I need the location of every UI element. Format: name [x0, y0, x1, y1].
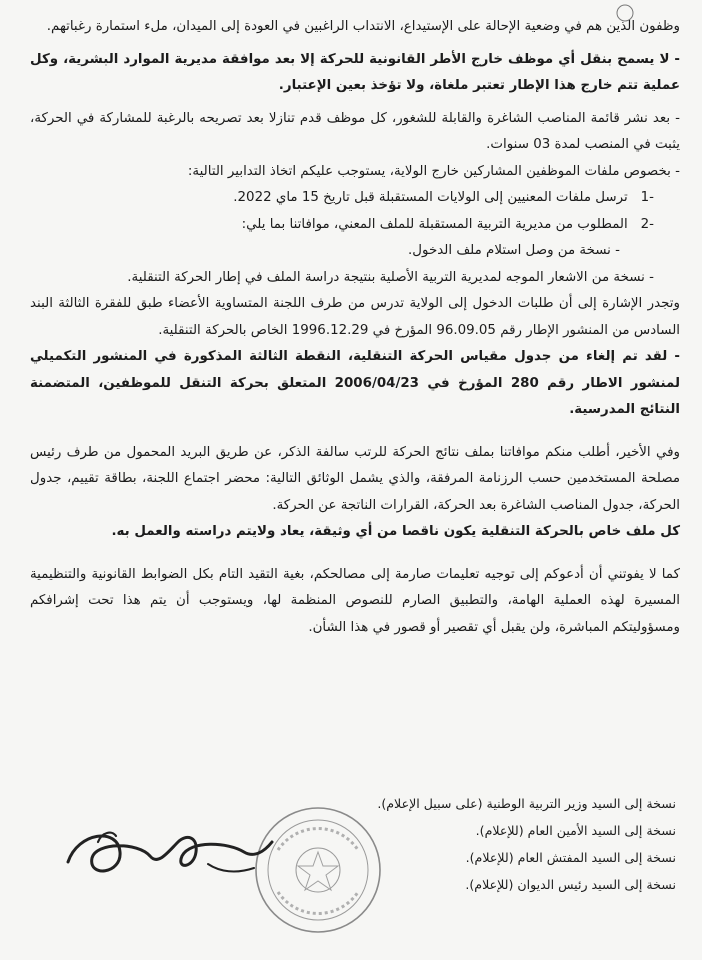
- paragraph-closing: كما لا يفوتني أن أدعوكم إلى توجيه تعليمات صارمة إلى مصالحكم، بغية التقيد التام بكل الضوابط القانونية والتنظيمية المسيرة لهذه العملية الهامة، والتطبيق الصارم للنصوص المنظمة لها، ويستوجب أن يتم هذا تحت إشرافكم ومسؤوليتكم المباشرة، ولن يقبل أي تقصير أو قصور في هذا الشأن.: [30, 566, 680, 635]
- list-item-1: [30, 185, 680, 212]
- paragraph-rule-transfer: - لا يسمح بنقل أي موظف خارج الأطر القانونية للحركة إلا بعد موافقة مديرية الموارد البشرية، وكل عملية تتم خارج هذا الإطار تعتبر ملغاة، ولا تؤخذ بعين الإعتبار.: [30, 51, 680, 93]
- copy-line: نسخة إلى السيد الأمين العام (للإعلام).: [475, 823, 676, 838]
- list-item-2-sub-receipt: - نسخة من وصل استلام ملف الدخول.: [408, 243, 620, 258]
- copy-line: نسخة إلى السيد رئيس الديوان (للإعلام).: [465, 877, 676, 892]
- paragraph-final-request: وفي الأخير، أطلب منكم موافاتنا بملف نتائج الحركة للرتب سالفة الذكر، عن طريق البريد المحمول من طرف رئيس مصلحة المستخدمين حسب الرزنامة المرفقة، والذي يشمل الوثائق التالية: محضر اجتماع اللجنة، بطاقة تقييم، جدول الحركة، جدول المناصب الشاغرة بعد الحركة، القرارات الناتجة عن الحركة.: [30, 444, 680, 513]
- list-item-2-text: المطلوب من مديرية التربية المستقبلة للملف المعني، موافاتنا بما يلي:: [241, 216, 628, 232]
- paragraph-intro: وظفون الذين هم في وضعية الإحالة على الإستيداع، الانتداب الراغبين في العودة إلى الميدان، ملء استمارة رغباتهم.: [46, 19, 680, 34]
- paragraph-cancellation: - لقد تم إلغاء من جدول مقياس الحركة التنقلية، النقطة الثالثة المذكورة في المنشور التكميلي لمنشور الاطار رقم 280 المؤرخ في 2006/04/23 المتعلق بحركة التنقل للموظفين، المتضمنة النتائج المدرسية.: [30, 349, 681, 417]
- handwritten-signature: [58, 812, 288, 892]
- list-item-2-sub-notice: - نسخة من الاشعار الموجه لمديرية التربية الأصلية بنتيجة دراسة الملف في إطار الحركة التنقلية.: [127, 269, 654, 285]
- paragraph-rule-vacancies: - بعد نشر قائمة المناصب الشاغرة والقابلة للشغور، كل موظف قدم تنازلا بعد تصريحه بالرغبة للمشاركة في الحركة، يثبت في المنصب لمدة 03 سنوات.: [30, 110, 680, 152]
- paragraph-committee: وتجدر الإشارة إلى أن طلبات الدخول إلى الولاية تدرس من طرف اللجنة المتساوية الأعضاء طبق للفقرة الثالثة البند السادس من المنشور الإطار رقم 96.09.05 المؤرخ في 1996.12.29 الخاص بالحركة التنقلية.: [30, 296, 680, 338]
- letter-body: [30, 14, 680, 641]
- paragraph-rule-out-of-state: - بخصوص ملفات الموظفين المشاركين خارج الولاية، يستوجب عليكم اتخاذ التدابير التالية:: [187, 163, 680, 179]
- copy-line: نسخة إلى السيد وزير التربية الوطنية (على سبيل الإعلام).: [377, 796, 676, 811]
- paragraph-incomplete-file: كل ملف خاص بالحركة التنقلية يكون ناقصا من أي وثيقة، يعاد ولايتم دراسته والعمل به.: [111, 524, 680, 539]
- list-item-1-text: ترسل ملفات المعنيين إلى الولايات المستقبلة قبل تاريخ 15 ماي 2022.: [233, 190, 628, 205]
- list-item-2-number: -2: [640, 216, 654, 232]
- list-item-2: [30, 212, 680, 239]
- list-item-1-number: -1: [640, 190, 654, 205]
- copy-line: نسخة إلى السيد المفتش العام (للإعلام).: [465, 850, 676, 865]
